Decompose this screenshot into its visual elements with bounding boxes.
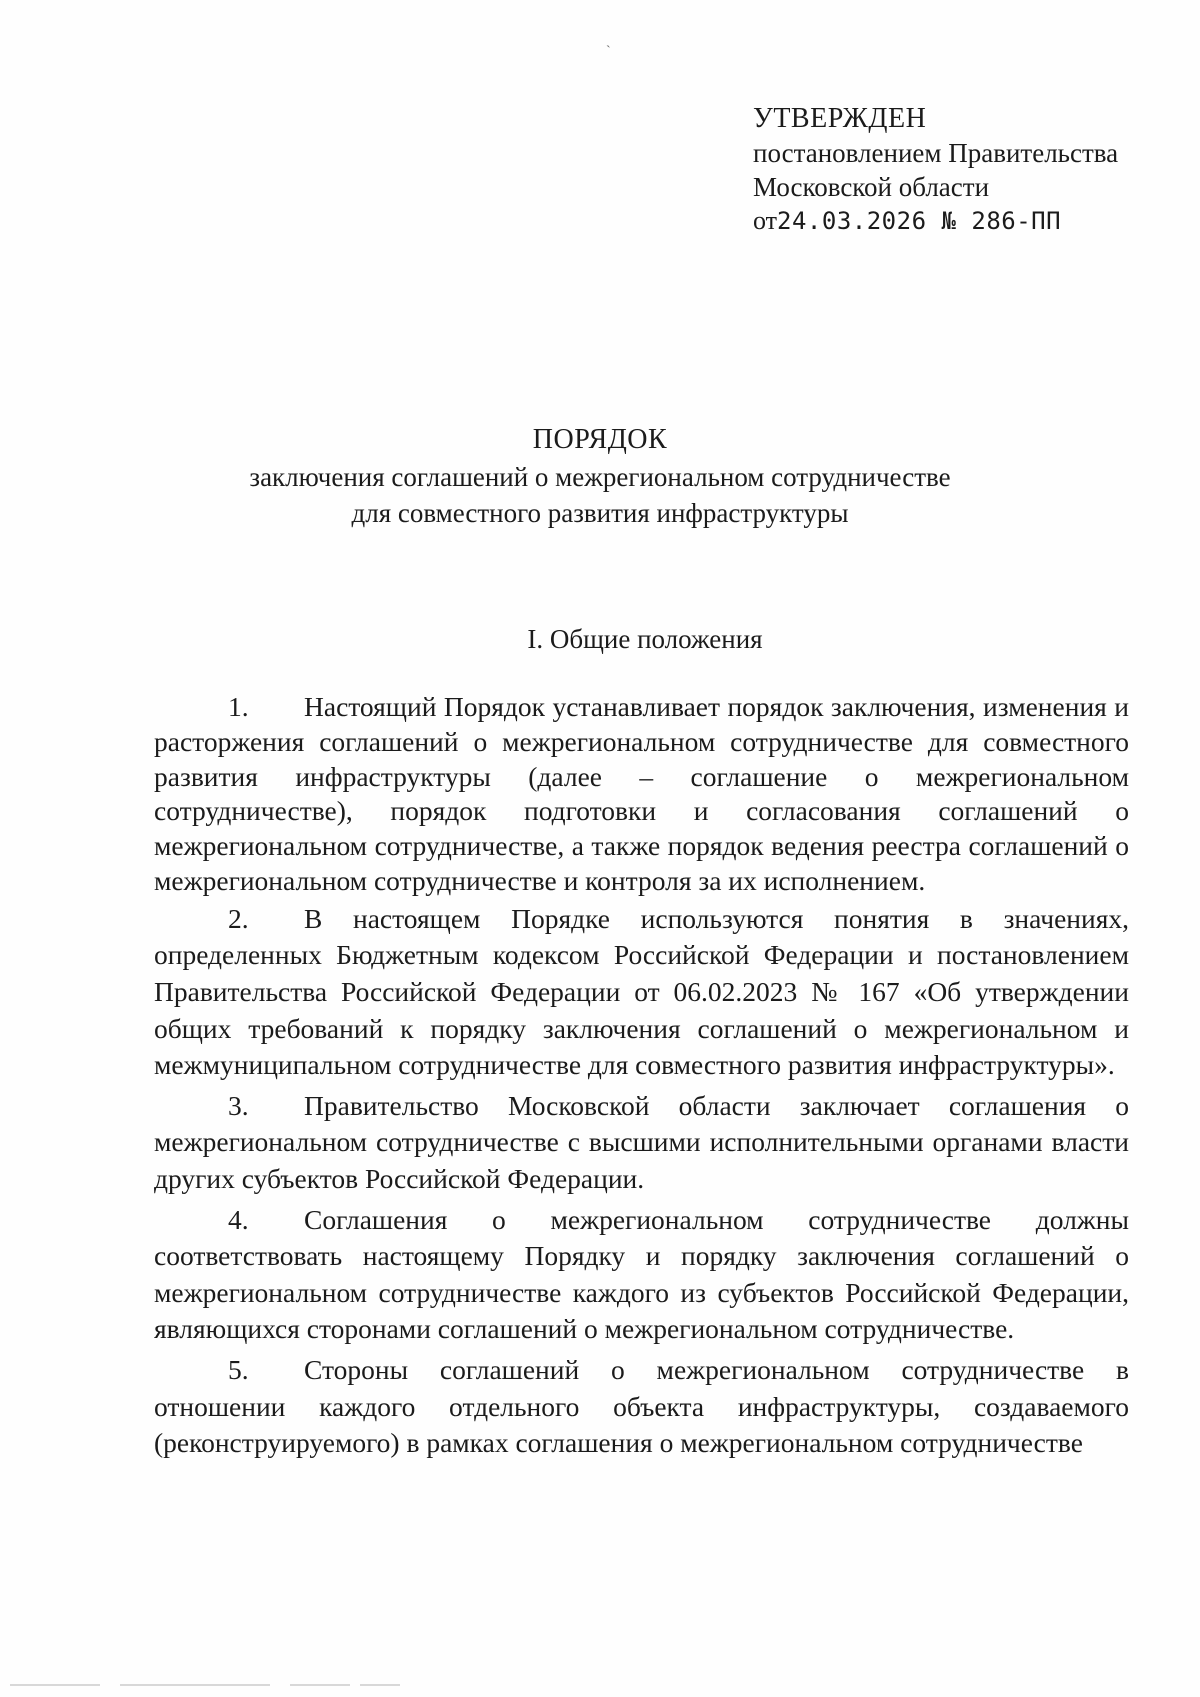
approval-date-number: 24.03.2026 № 286-ПП <box>777 207 1062 235</box>
paragraph-5 <box>154 1352 1129 1462</box>
paragraph-4 <box>154 1202 1129 1348</box>
paragraph-number: 2. <box>228 902 249 934</box>
approval-block <box>753 102 1173 238</box>
approval-date-prefix: от <box>753 206 778 235</box>
paragraph-text: В настоящем Порядке используются понятия в значениях, определенных Бюджетным кодексом Российской Федерации и постановлением Правительства Российской Федерации от 06.02.2023 № 167 «Об утверждении общих требований к порядку заключения соглашений о межрегиональном и межмуниципальном сотрудничестве для совместного развития инфраструктуры». <box>154 902 1129 1081</box>
paragraph-text: Стороны соглашений о межрегиональном сотрудничестве в отношении каждого отдельного объекта инфраструктуры, создаваемого (реконструируемого) в рамках соглашения о межрегиональном сотрудничестве <box>154 1353 1129 1459</box>
paragraph-1 <box>154 690 1129 899</box>
paragraph-3 <box>154 1088 1129 1198</box>
section-heading: I. Общие положения <box>527 624 763 654</box>
paragraph-text: Правительство Московской области заключает соглашения о межрегиональном сотрудничестве с высшими исполнительными органами власти других субъектов Российской Федерации. <box>154 1089 1129 1194</box>
paragraph-number: 1. <box>228 691 249 722</box>
document-title: ПОРЯДОК <box>532 424 668 455</box>
document-subtitle-line-2: для совместного развития инфраструктуры <box>351 498 849 528</box>
approval-title: УТВЕРЖДЕН <box>753 103 927 134</box>
scan-artifact: ˋ <box>606 44 611 59</box>
paragraph-number: 5. <box>228 1353 249 1385</box>
document-subtitle-line-1: заключения соглашений о межрегиональном сотрудничестве <box>249 462 951 492</box>
paragraph-text: Настоящий Порядок устанавливает порядок заключения, изменения и расторжения соглашений о межрегиональном сотрудничестве для совместного развития инфраструктуры (далее – соглашение о межрегиональном сотрудничестве), порядок подготовки и согласования соглашений о межрегиональном сотрудничестве, а также порядок ведения реестра соглашений о межрегиональном сотрудничестве и контроля за их исполнением. <box>154 691 1129 896</box>
paragraph-2 <box>154 901 1129 1084</box>
paragraph-text: Соглашения о межрегиональном сотрудничестве должны соответствовать настоящему Порядку и порядку заключения соглашений о межрегиональном сотрудничестве каждого из субъектов Российской Федерации, являющихся сторонами соглашений о межрегиональном сотрудничестве. <box>154 1203 1129 1345</box>
approval-line-1: постановлением Правительства <box>753 138 1119 168</box>
document-body <box>154 690 1129 1462</box>
paragraph-number: 3. <box>228 1089 249 1121</box>
approval-date-line <box>753 204 1173 238</box>
approval-line-2: Московской области <box>753 172 990 202</box>
paragraph-number: 4. <box>228 1203 249 1235</box>
scan-bottom-noise <box>0 1684 1200 1688</box>
